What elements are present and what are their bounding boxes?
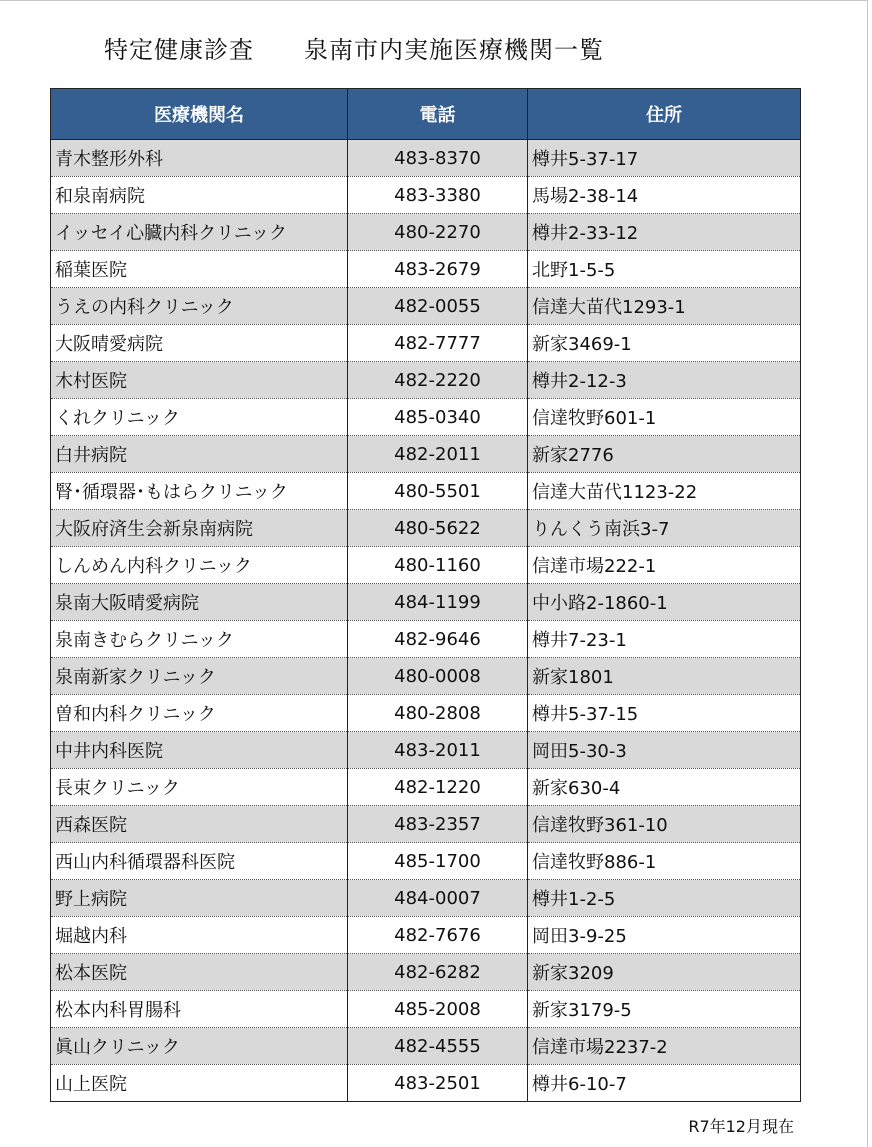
table-row bbox=[51, 288, 801, 325]
table-row bbox=[51, 806, 801, 843]
address: 中小路2-1860-1 bbox=[528, 584, 801, 621]
address: 信達牧野601-1 bbox=[528, 399, 801, 436]
address: 馬場2-38-14 bbox=[528, 177, 801, 214]
institution-name: 腎･循環器･もはらクリニック bbox=[51, 473, 348, 510]
institution-name: 泉南大阪晴愛病院 bbox=[51, 584, 348, 621]
institution-name: 泉南きむらクリニック bbox=[51, 621, 348, 658]
address: 信達牧野886-1 bbox=[528, 843, 801, 880]
institution-name: しんめん内科クリニック bbox=[51, 547, 348, 584]
phone: 483-3380 bbox=[348, 177, 528, 214]
institution-name: 白井病院 bbox=[51, 436, 348, 473]
phone: 483-2357 bbox=[348, 806, 528, 843]
institution-name: 西山内科循環器科医院 bbox=[51, 843, 348, 880]
phone: 483-2679 bbox=[348, 251, 528, 288]
institution-name: 堀越内科 bbox=[51, 917, 348, 954]
table-row bbox=[51, 658, 801, 695]
address: 樽井5-37-17 bbox=[528, 140, 801, 177]
address: 岡田5-30-3 bbox=[528, 732, 801, 769]
table-row bbox=[51, 917, 801, 954]
phone: 485-2008 bbox=[348, 991, 528, 1028]
institution-name: 山上医院 bbox=[51, 1065, 348, 1102]
phone: 485-1700 bbox=[348, 843, 528, 880]
phone: 485-0340 bbox=[348, 399, 528, 436]
table-row bbox=[51, 547, 801, 584]
table-row bbox=[51, 769, 801, 806]
institution-name: 曽和内科クリニック bbox=[51, 695, 348, 732]
address: 樽井2-12-3 bbox=[528, 362, 801, 399]
institution-name: 松本医院 bbox=[51, 954, 348, 991]
table-row bbox=[51, 695, 801, 732]
institution-name: 野上病院 bbox=[51, 880, 348, 917]
address: 信達牧野361-10 bbox=[528, 806, 801, 843]
institution-name: イッセイ心臓内科クリニック bbox=[51, 214, 348, 251]
header-address: 住所 bbox=[528, 89, 801, 140]
address: 信達大苗代1123-22 bbox=[528, 473, 801, 510]
table-row bbox=[51, 473, 801, 510]
phone: 483-2011 bbox=[348, 732, 528, 769]
institution-name: 大阪府済生会新泉南病院 bbox=[51, 510, 348, 547]
phone: 482-7777 bbox=[348, 325, 528, 362]
phone: 480-5501 bbox=[348, 473, 528, 510]
institution-name: 大阪晴愛病院 bbox=[51, 325, 348, 362]
phone: 482-4555 bbox=[348, 1028, 528, 1065]
address: 新家630-4 bbox=[528, 769, 801, 806]
table-row bbox=[51, 732, 801, 769]
address: 信達大苗代1293-1 bbox=[528, 288, 801, 325]
table-row bbox=[51, 325, 801, 362]
table-row bbox=[51, 140, 801, 177]
header-phone: 電話 bbox=[348, 89, 528, 140]
table-row bbox=[51, 177, 801, 214]
phone: 480-5622 bbox=[348, 510, 528, 547]
header-name: 医療機関名 bbox=[51, 89, 348, 140]
institution-name: 青木整形外科 bbox=[51, 140, 348, 177]
institution-name: 松本内科胃腸科 bbox=[51, 991, 348, 1028]
phone: 482-6282 bbox=[348, 954, 528, 991]
institution-name: 長束クリニック bbox=[51, 769, 348, 806]
address: 新家3469-1 bbox=[528, 325, 801, 362]
table-row bbox=[51, 436, 801, 473]
table-row bbox=[51, 880, 801, 917]
address: りんくう南浜3-7 bbox=[528, 510, 801, 547]
table-row bbox=[51, 510, 801, 547]
address: 樽井7-23-1 bbox=[528, 621, 801, 658]
phone: 482-2011 bbox=[348, 436, 528, 473]
phone: 484-1199 bbox=[348, 584, 528, 621]
address: 新家1801 bbox=[528, 658, 801, 695]
address: 岡田3-9-25 bbox=[528, 917, 801, 954]
institution-name: くれクリニック bbox=[51, 399, 348, 436]
institution-name: 稲葉医院 bbox=[51, 251, 348, 288]
table-row bbox=[51, 954, 801, 991]
table-row bbox=[51, 362, 801, 399]
institution-table bbox=[50, 88, 801, 1102]
table-row bbox=[51, 1028, 801, 1065]
phone: 484-0007 bbox=[348, 880, 528, 917]
page-title: 特定健康診査 泉南市内実施医療機関一覧 bbox=[104, 36, 604, 64]
phone: 480-2808 bbox=[348, 695, 528, 732]
table-row bbox=[51, 1065, 801, 1102]
address: 北野1-5-5 bbox=[528, 251, 801, 288]
institution-name: 中井内科医院 bbox=[51, 732, 348, 769]
institution-name: 西森医院 bbox=[51, 806, 348, 843]
address: 樽井2-33-12 bbox=[528, 214, 801, 251]
address: 信達市場2237-2 bbox=[528, 1028, 801, 1065]
phone: 482-2220 bbox=[348, 362, 528, 399]
institution-name: 和泉南病院 bbox=[51, 177, 348, 214]
address: 新家3209 bbox=[528, 954, 801, 991]
phone: 480-1160 bbox=[348, 547, 528, 584]
address: 信達市場222-1 bbox=[528, 547, 801, 584]
institution-name: うえの内科クリニック bbox=[51, 288, 348, 325]
table-row bbox=[51, 399, 801, 436]
table-row bbox=[51, 251, 801, 288]
table-header-row bbox=[51, 89, 801, 140]
address: 樽井1-2-5 bbox=[528, 880, 801, 917]
address: 樽井6-10-7 bbox=[528, 1065, 801, 1102]
phone: 482-7676 bbox=[348, 917, 528, 954]
phone: 482-1220 bbox=[348, 769, 528, 806]
phone: 482-9646 bbox=[348, 621, 528, 658]
institution-name: 眞山クリニック bbox=[51, 1028, 348, 1065]
table-row bbox=[51, 991, 801, 1028]
institution-name: 木村医院 bbox=[51, 362, 348, 399]
institution-name: 泉南新家クリニック bbox=[51, 658, 348, 695]
phone: 480-2270 bbox=[348, 214, 528, 251]
table-row bbox=[51, 214, 801, 251]
as-of-date: R7年12月現在 bbox=[688, 1117, 794, 1136]
phone: 483-8370 bbox=[348, 140, 528, 177]
address: 新家2776 bbox=[528, 436, 801, 473]
phone: 483-2501 bbox=[348, 1065, 528, 1102]
table-row bbox=[51, 621, 801, 658]
table-row bbox=[51, 584, 801, 621]
address: 新家3179-5 bbox=[528, 991, 801, 1028]
phone: 482-0055 bbox=[348, 288, 528, 325]
table-row bbox=[51, 843, 801, 880]
address: 樽井5-37-15 bbox=[528, 695, 801, 732]
phone: 480-0008 bbox=[348, 658, 528, 695]
